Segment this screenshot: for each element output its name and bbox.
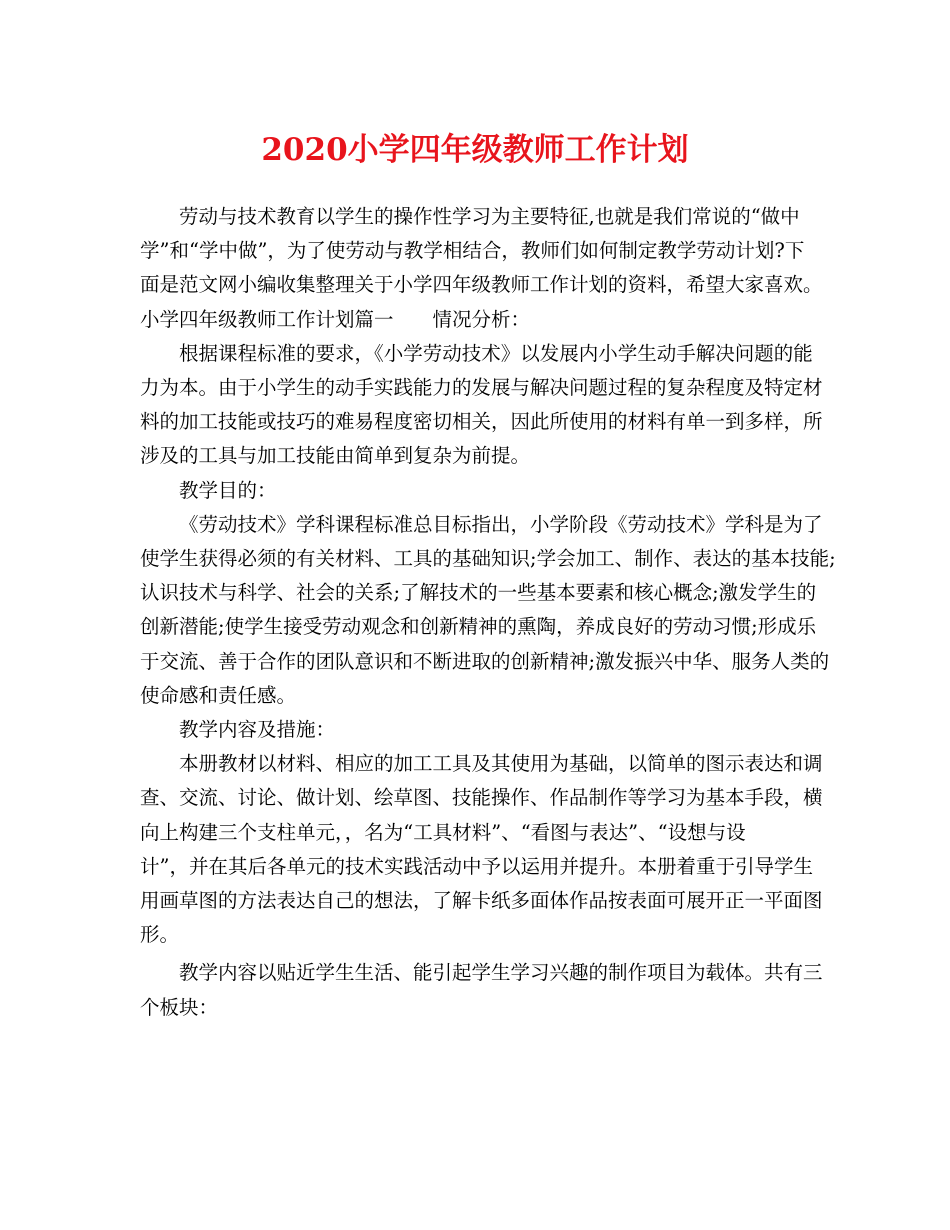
text-line: 用画草图的方法表达自己的想法，了解卡纸多面体作品按表面可展开正一平面图 [140, 889, 823, 913]
text-line: 涉及的工具与加工技能由简单到复杂为前提。 [140, 444, 531, 468]
text-line: 料的加工技能或技巧的难易程度密切相关，因此所使用的材料有单一到多样，所 [140, 410, 823, 434]
text-line: 劳动与技术教育以学生的操作性学习为主要特征,也就是我们常说的“做中 [179, 205, 800, 228]
text-line: 认识技术与科学、社会的关系;了解技术的一些基本要素和核心概念;激发学生的 [140, 581, 817, 605]
document-body [140, 200, 836, 1025]
text-line: 教学目的： [179, 478, 277, 502]
document-title: 2020小学四年级教师工作计划 [261, 132, 689, 168]
paragraph-analysis [140, 337, 823, 474]
text-line: 创新潜能;使学生接受劳动观念和创新精神的熏陶，养成良好的劳动习惯;形成乐 [140, 615, 817, 639]
text-line: 计”，并在其后各单元的技术实践活动中予以运用并提升。本册着重于引导学生 [140, 854, 813, 878]
text-line: 查、交流、讨论、做计划、绘草图、技能操作、作品制作等学习为基本手段，横 [140, 786, 823, 810]
paragraph-heading-goals [140, 474, 820, 508]
paragraph-modules [140, 956, 823, 1024]
text-line: 力为本。由于小学生的动手实践能力的发展与解决问题过程的复杂程度及特定材 [140, 376, 823, 400]
paragraph-section-heading [140, 303, 820, 337]
text-line: 教学内容以贴近学生生活、能引起学生学习兴趣的制作项目为载体。共有三 [179, 961, 823, 985]
paragraph-intro [140, 200, 823, 303]
text-line: 教学内容及措施： [179, 718, 336, 742]
text-line: 面是范文网小编收集整理关于小学四年级教师工作计划的资料，希望大家喜欢。 [140, 273, 823, 297]
text-line: 学”和“学中做”，为了使劳动与教学相结合，教师们如何制定教学劳动计划?下 [140, 239, 805, 263]
text-line: 使学生获得必须的有关材料、工具的基础知识;学会加工、制作、表达的基本技能; [140, 547, 836, 571]
text-line: 使命感和责任感。 [140, 683, 297, 707]
text-line: 根据课程标准的要求，《小学劳动技术》以发展内小学生动手解决问题的能 [179, 341, 813, 365]
text-line: 个板块： [140, 995, 219, 1019]
text-line: 于交流、善于合作的团队意识和不断进取的创新精神;激发振兴中华、服务人类的 [140, 649, 830, 673]
paragraph-heading-content [140, 713, 820, 747]
text-line: 本册教材以材料、相应的加工工具及其使用为基础，以简单的图示表达和调 [179, 752, 823, 776]
text-line: 形。 [140, 923, 180, 947]
paragraph-content [140, 747, 823, 952]
paragraph-goals [140, 508, 836, 713]
text-line: 小学四年级教师工作计划篇一 情况分析： [140, 307, 531, 331]
text-line: 《劳动技术》学科课程标准总目标指出，小学阶段《劳动技术》学科是为了 [179, 512, 823, 536]
text-line: 向上构建三个支柱单元，，名为“工具材料”、“看图与表达”、“设想与设 [140, 820, 746, 844]
